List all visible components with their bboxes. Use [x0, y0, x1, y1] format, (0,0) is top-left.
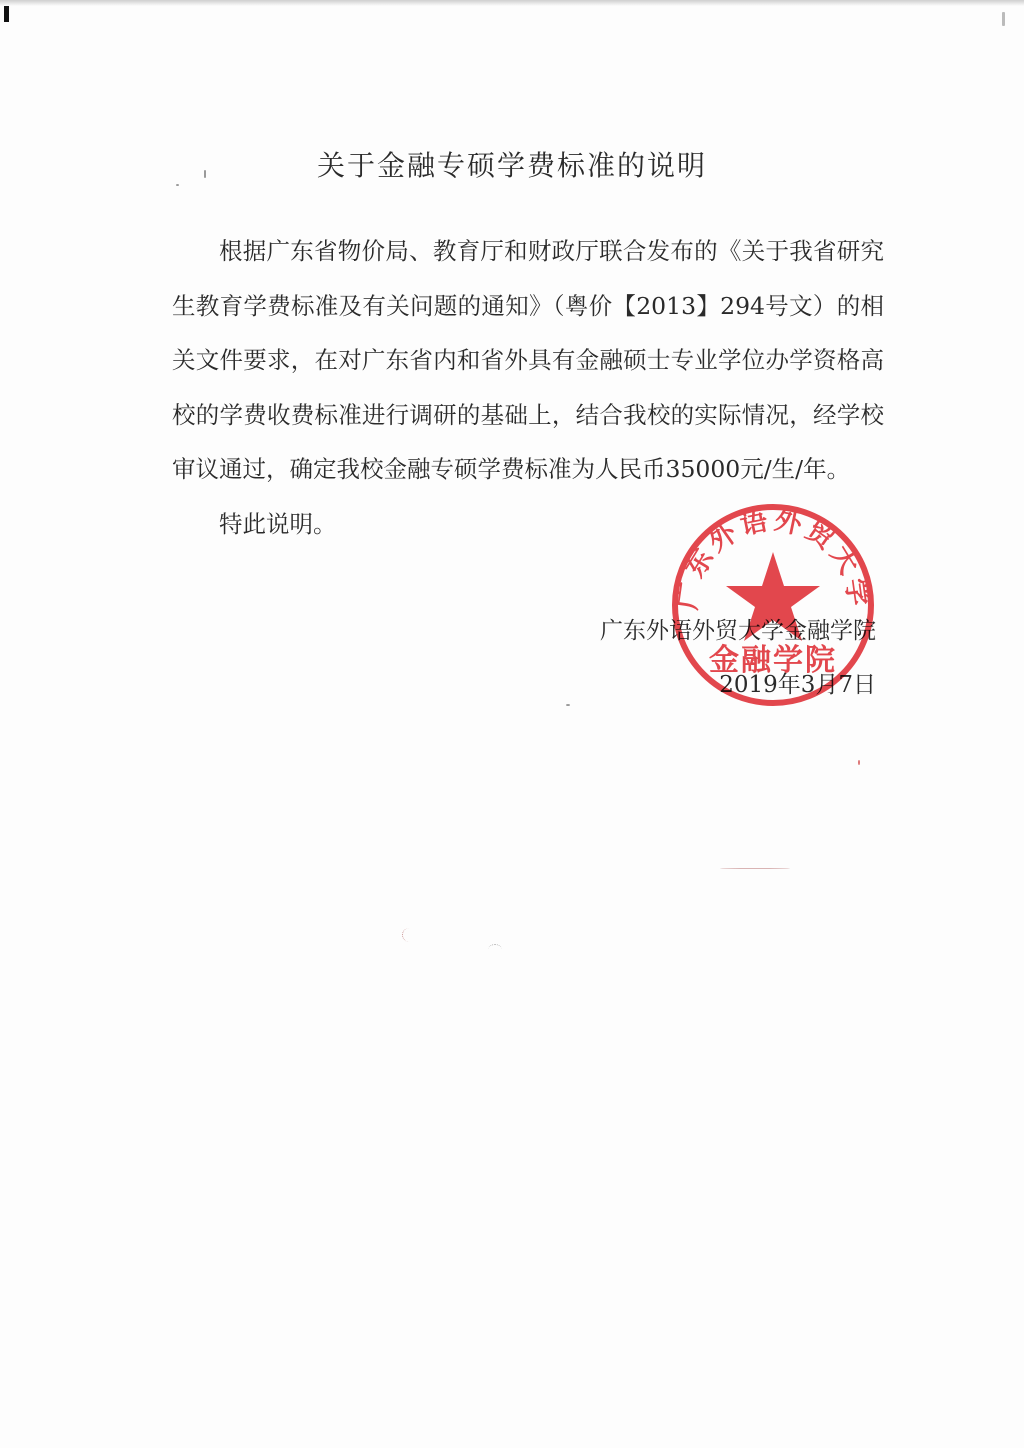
scan-speck: [204, 170, 206, 178]
scan-speck: [488, 944, 502, 955]
seal-center-text: 金融学院: [709, 643, 837, 678]
signature-organization: 广东外语外贸大学金融学院: [600, 618, 876, 644]
scan-speck: [176, 184, 179, 186]
document-title: 关于金融专硕学费标准的说明: [316, 149, 707, 182]
paragraph-main: 根据广东省物价局、教育厅和财政厅联合发布的《关于我省研究生教育学费标准及有关问题的通知》（粤价【2013】294号文）的相关文件要求，在对广东省内和省外具有金融硕士专业学位办学资格高校的学费收费标准进行调研的基础上，结合我校的实际情况，经学校审议通过，确定我校金融专硕学费标准为人民币35000元/生/年。: [172, 237, 884, 483]
paragraph-closing: 特此说明。: [219, 509, 337, 538]
signature-date: 2019年3月7日: [719, 672, 876, 698]
scan-speck: [402, 928, 417, 942]
scan-edge: [0, 0, 1024, 6]
scan-speck: [566, 704, 570, 706]
scan-mark: [4, 6, 9, 22]
scan-speck: [720, 868, 790, 869]
official-seal-icon: [668, 500, 878, 710]
scan-speck: [858, 760, 860, 765]
scan-speck: [1002, 12, 1005, 26]
seal-ring-text: 广东外语外贸大学: [671, 504, 875, 612]
